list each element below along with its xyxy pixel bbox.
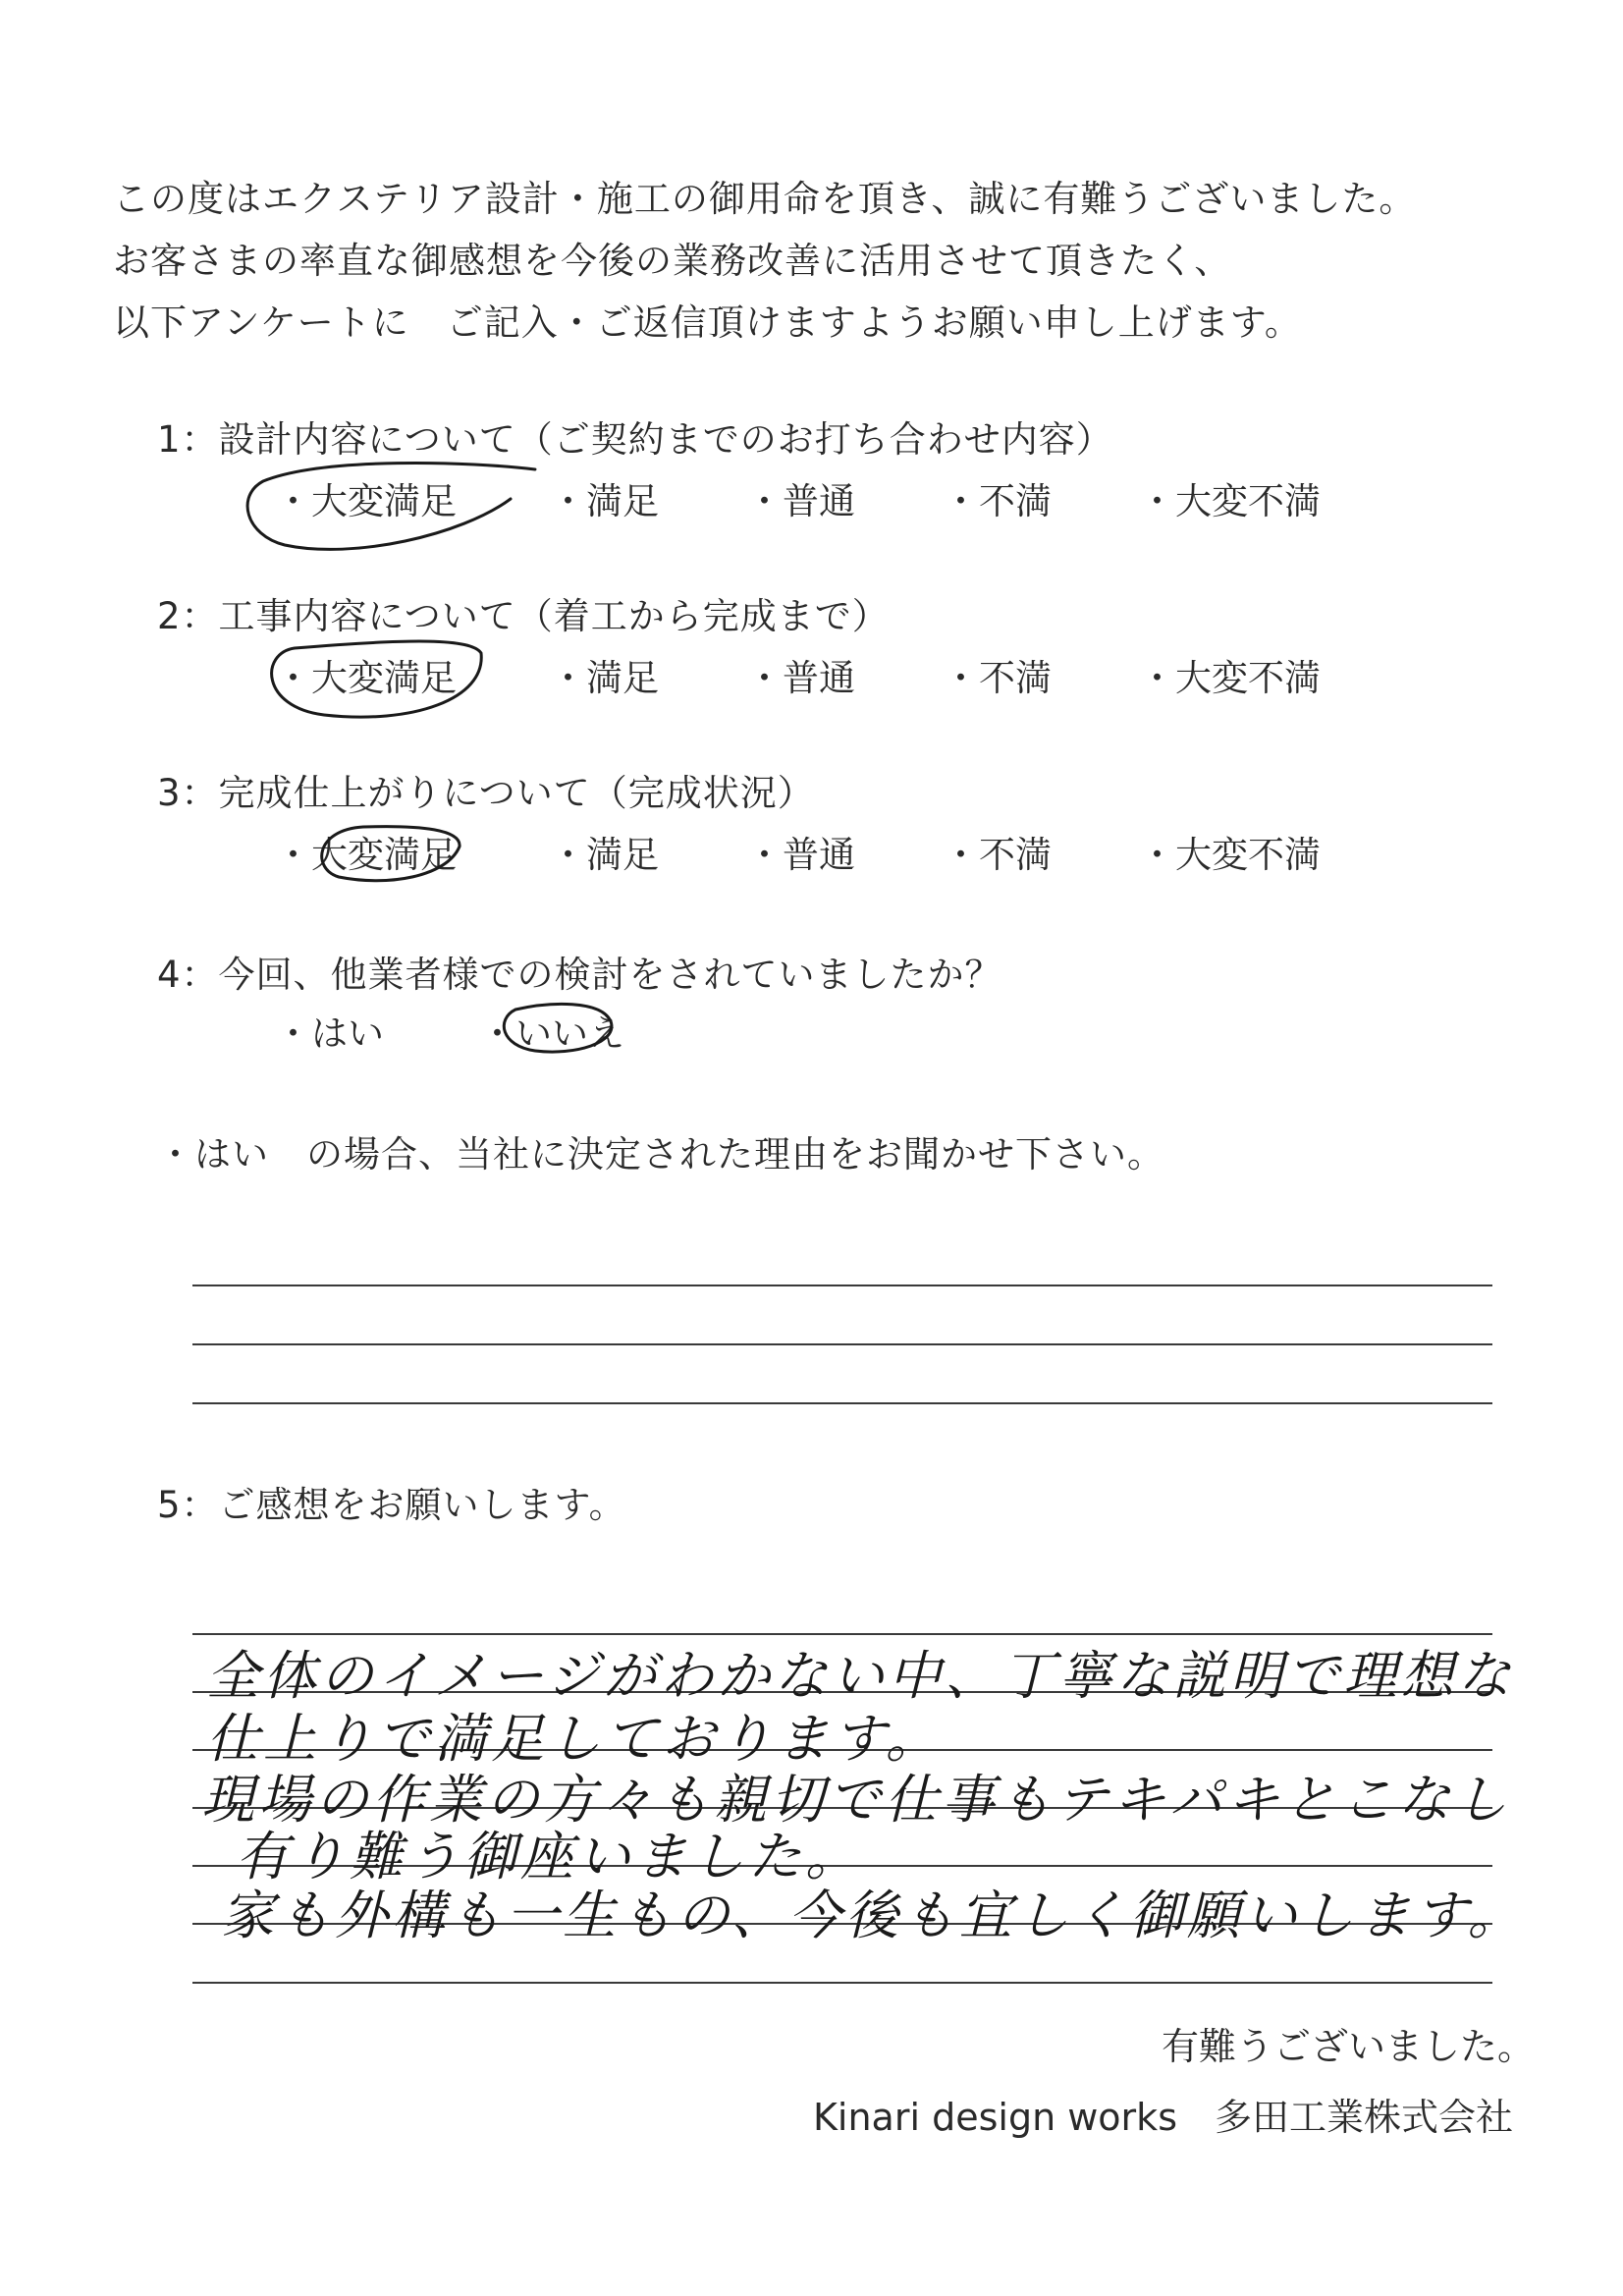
question-1-title: 1：設計内容について（ご契約までのお打ち合わせ内容） — [157, 418, 1113, 461]
followup-answer-line-3[interactable] — [192, 1402, 1492, 1404]
question-5-title: 5：ご感想をお願いします。 — [157, 1484, 626, 1526]
q3-option-very-dissatisfied[interactable]: ・大変不満 — [1139, 834, 1321, 876]
followup-answer-line-1[interactable] — [192, 1285, 1492, 1286]
q1-option-normal[interactable]: ・普通 — [746, 480, 855, 522]
footer-thanks: 有難うございました。 — [1161, 2025, 1535, 2068]
q2-option-normal[interactable]: ・普通 — [746, 657, 855, 699]
q2-option-very-satisfied[interactable]: ・大変満足 — [275, 657, 457, 699]
q3-option-very-satisfied[interactable]: ・大変満足 — [275, 834, 457, 876]
intro-line-3: 以下アンケートに ご記入・ご返信頂けますようお願い申し上げます。 — [113, 301, 1302, 344]
comment-line-7[interactable] — [192, 1982, 1492, 1984]
q2-option-very-dissatisfied[interactable]: ・大変不満 — [1139, 657, 1321, 699]
q4-option-no[interactable]: ・いいえ — [479, 1012, 624, 1055]
handwritten-comment-4: 有り難う御座いました。 — [236, 1826, 862, 1887]
question-4-title: 4：今回、他業者様での検討をされていましたか？ — [157, 954, 1002, 996]
followup-label: ・はい の場合、当社に決定された理由をお聞かせ下さい。 — [157, 1133, 1164, 1175]
q2-option-dissatisfied[interactable]: ・不満 — [943, 657, 1052, 699]
intro-line-1: この度はエクステリア設計・施工の御用命を頂き、誠に有難うございました。 — [113, 178, 1417, 220]
q1-option-dissatisfied[interactable]: ・不満 — [943, 480, 1052, 522]
q3-option-normal[interactable]: ・普通 — [746, 834, 855, 876]
followup-answer-line-2[interactable] — [192, 1343, 1492, 1345]
handwritten-comment-1: 全体のイメージがわかない中、丁寧な説明で理想な — [206, 1645, 1515, 1707]
question-3-title: 3：完成仕上がりについて（完成状況） — [157, 772, 815, 814]
question-2-title: 2：工事内容について（着工から完成まで） — [157, 595, 890, 637]
q3-option-dissatisfied[interactable]: ・不満 — [943, 834, 1052, 876]
footer-company: Kinari design works 多田工業株式会社 — [812, 2096, 1513, 2139]
q2-option-satisfied[interactable]: ・満足 — [550, 657, 659, 699]
q1-option-satisfied[interactable]: ・満足 — [550, 480, 659, 522]
handwritten-comment-5: 家も外構も一生もの、今後も宜しく御願いします。 — [221, 1885, 1525, 1946]
intro-line-2: お客さまの率直な御感想を今後の業務改善に活用させて頂きたく、 — [113, 240, 1232, 282]
q1-option-very-satisfied[interactable]: ・大変満足 — [275, 480, 457, 522]
q3-option-satisfied[interactable]: ・満足 — [550, 834, 659, 876]
q1-option-very-dissatisfied[interactable]: ・大変不満 — [1139, 480, 1321, 522]
handwritten-comment-2: 仕上りで満足しております。 — [206, 1708, 943, 1770]
handwritten-comment-3: 現場の作業の方々も親切で仕事もテキパキとこなし — [201, 1769, 1511, 1831]
q4-option-yes[interactable]: ・はい — [275, 1012, 384, 1055]
